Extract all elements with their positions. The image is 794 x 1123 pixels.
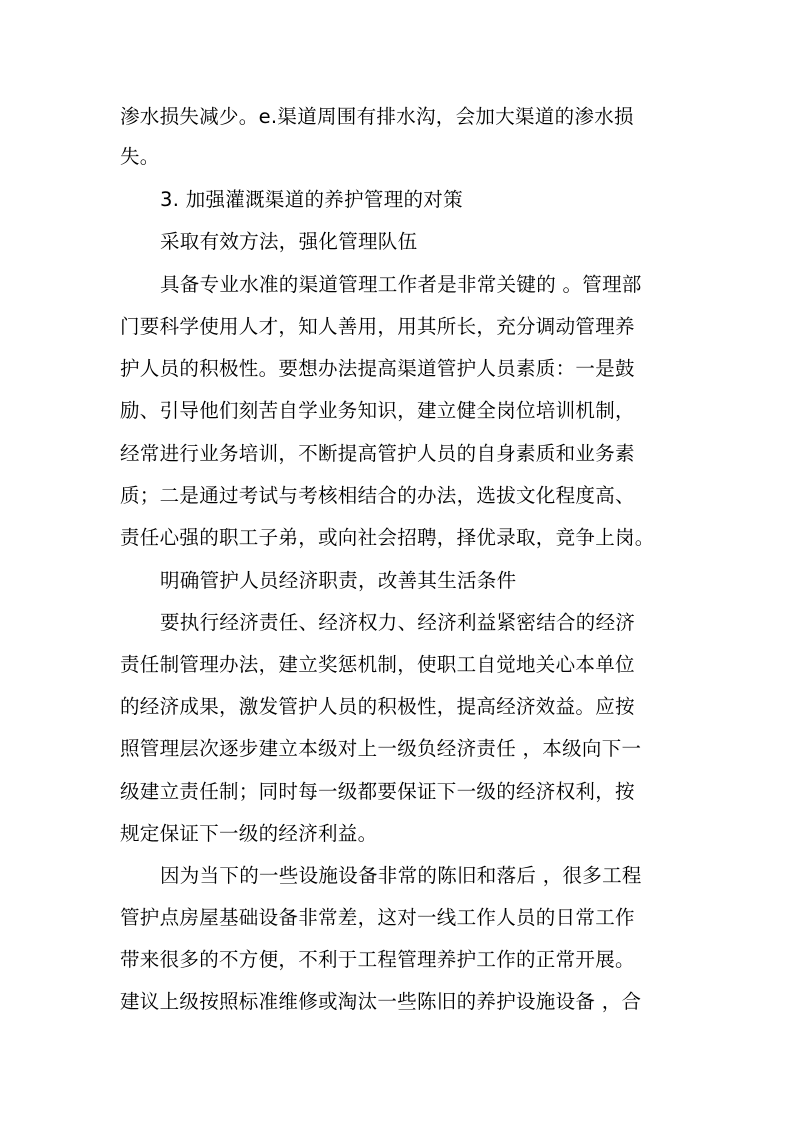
paragraph-line: 要执行经济责任、经济权力、经济利益紧密结合的经济 [160,611,636,634]
paragraph-line: 责任心强的职工子弟，或向社会招聘，择优录取，竞争上岗。 [120,526,655,549]
paragraph-line: 护人员的积极性。要想办法提高渠道管护人员素质：一是鼓 [120,357,635,380]
text-line: 渗水损失减少。e.渠道周围有排水沟，会加大渠道的渗水损 [120,105,634,128]
paragraph-line: 门要科学使用人才，知人善用，用其所长，充分调动管理养 [120,315,635,338]
paragraph-line: 质；二是通过考试与考核相结合的办法，选拔文化程度高、 [120,484,635,507]
paragraph-line: 经常进行业务培训，不断提高管护人员的自身素质和业务素 [120,442,635,465]
paragraph-line: 建议上级按照标准维修或淘汰一些陈旧的养护设施设备 ，合 [120,990,642,1013]
paragraph-line: 管护点房屋基础设备非常差，这对一线工作人员的日常工作 [120,906,635,929]
paragraph-line: 励、引导他们刻苦自学业务知识，建立健全岗位培训机制， [120,399,635,422]
subsection-heading: 采取有效方法，强化管理队伍 [160,230,418,253]
paragraph-line: 责任制管理办法，建立奖惩机制，使职工自觉地关心本单位 [120,653,635,676]
paragraph-line: 规定保证下一级的经济利益。 [120,822,378,845]
paragraph-line: 带来很多的不方便，不利于工程管理养护工作的正常开展。 [120,948,635,971]
paragraph-line: 因为当下的一些设施设备非常的陈旧和落后 ，很多工程 [160,864,642,887]
text-line: 失。 [120,145,160,168]
paragraph-line: 的经济成果，激发管护人员的积极性，提高经济效益。应按 [120,695,635,718]
paragraph-line: 级建立责任制；同时每一级都要保证下一级的经济权利，按 [120,780,635,803]
paragraph-line: 具备专业水准的渠道管理工作者是非常关键的 。管理部 [160,273,642,296]
subsection-heading: 明确管护人员经济职责，改善其生活条件 [160,569,517,592]
section-heading: 3. 加强灌溉渠道的养护管理的对策 [160,188,463,211]
paragraph-line: 照管理层次逐步建立本级对上一级负经济责任 ，本级向下一 [120,737,642,760]
